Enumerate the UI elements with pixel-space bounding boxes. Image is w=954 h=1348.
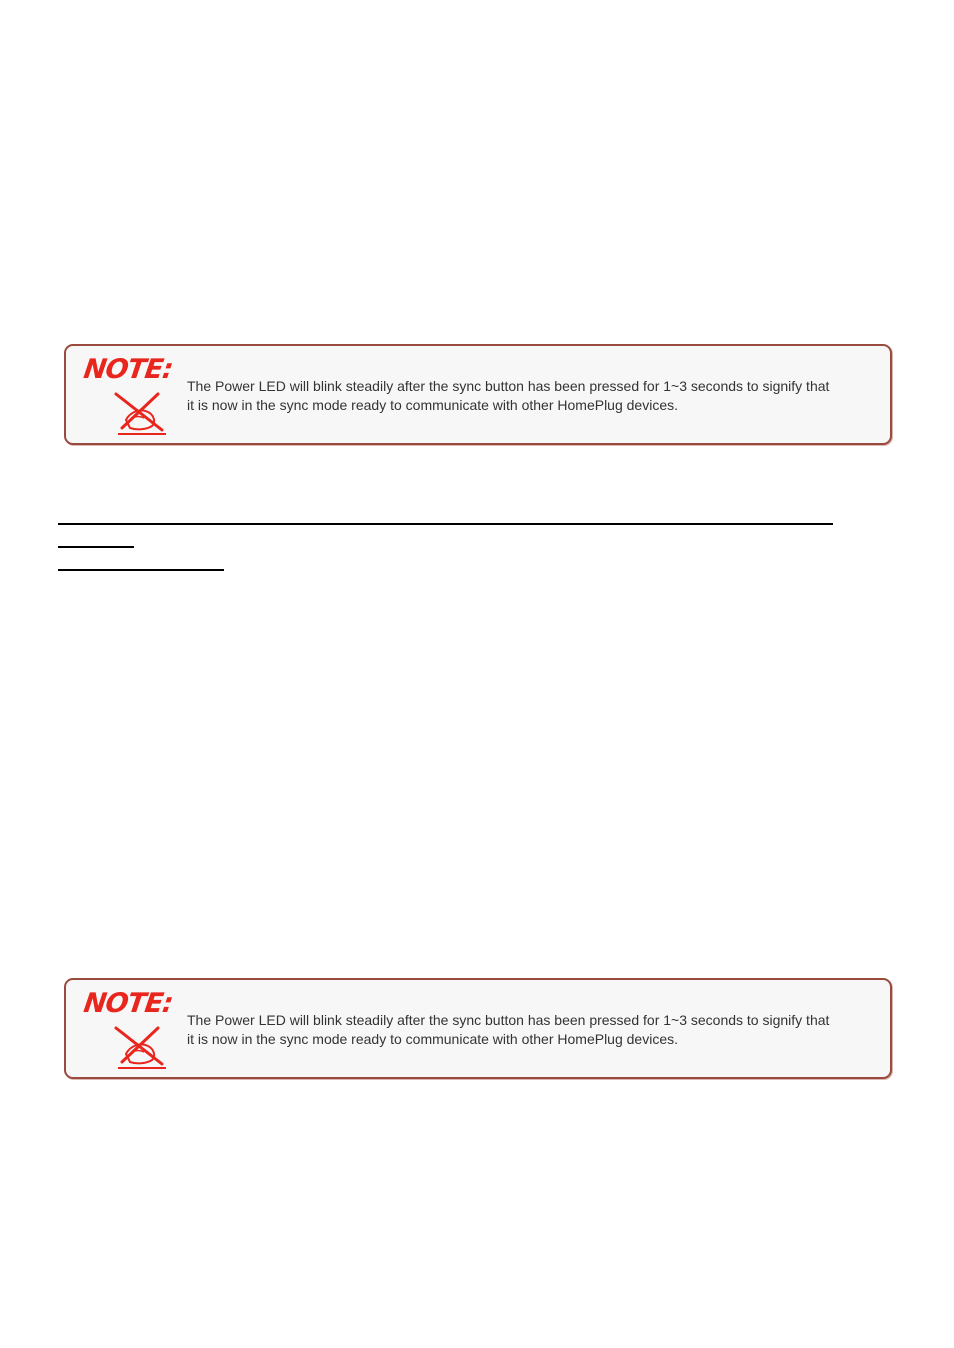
note-text-line: The Power LED will blink steadily after the sync button has been pressed for 1~3 seconds to signify that — [187, 378, 830, 394]
note-text-line: it is now in the sync mode ready to communicate with other HomePlug devices. — [187, 397, 679, 413]
writing-hand-icon — [112, 390, 170, 436]
writing-hand-icon — [112, 1024, 170, 1070]
underline-rule — [58, 523, 833, 525]
underline-rule — [58, 569, 224, 571]
note-box-1 — [64, 344, 892, 445]
note-graphic — [81, 354, 175, 436]
note-text-line: it is now in the sync mode ready to communicate with other HomePlug devices. — [187, 1031, 679, 1047]
note-label: NOTE: — [81, 988, 175, 1019]
note-text-line: The Power LED will blink steadily after the sync button has been pressed for 1~3 seconds to signify that — [187, 1012, 830, 1028]
note-text — [187, 377, 887, 415]
note-graphic — [81, 988, 175, 1070]
note-text — [187, 1011, 887, 1049]
underline-rule — [58, 546, 134, 548]
note-label: NOTE: — [81, 354, 175, 385]
note-box-2 — [64, 978, 892, 1079]
